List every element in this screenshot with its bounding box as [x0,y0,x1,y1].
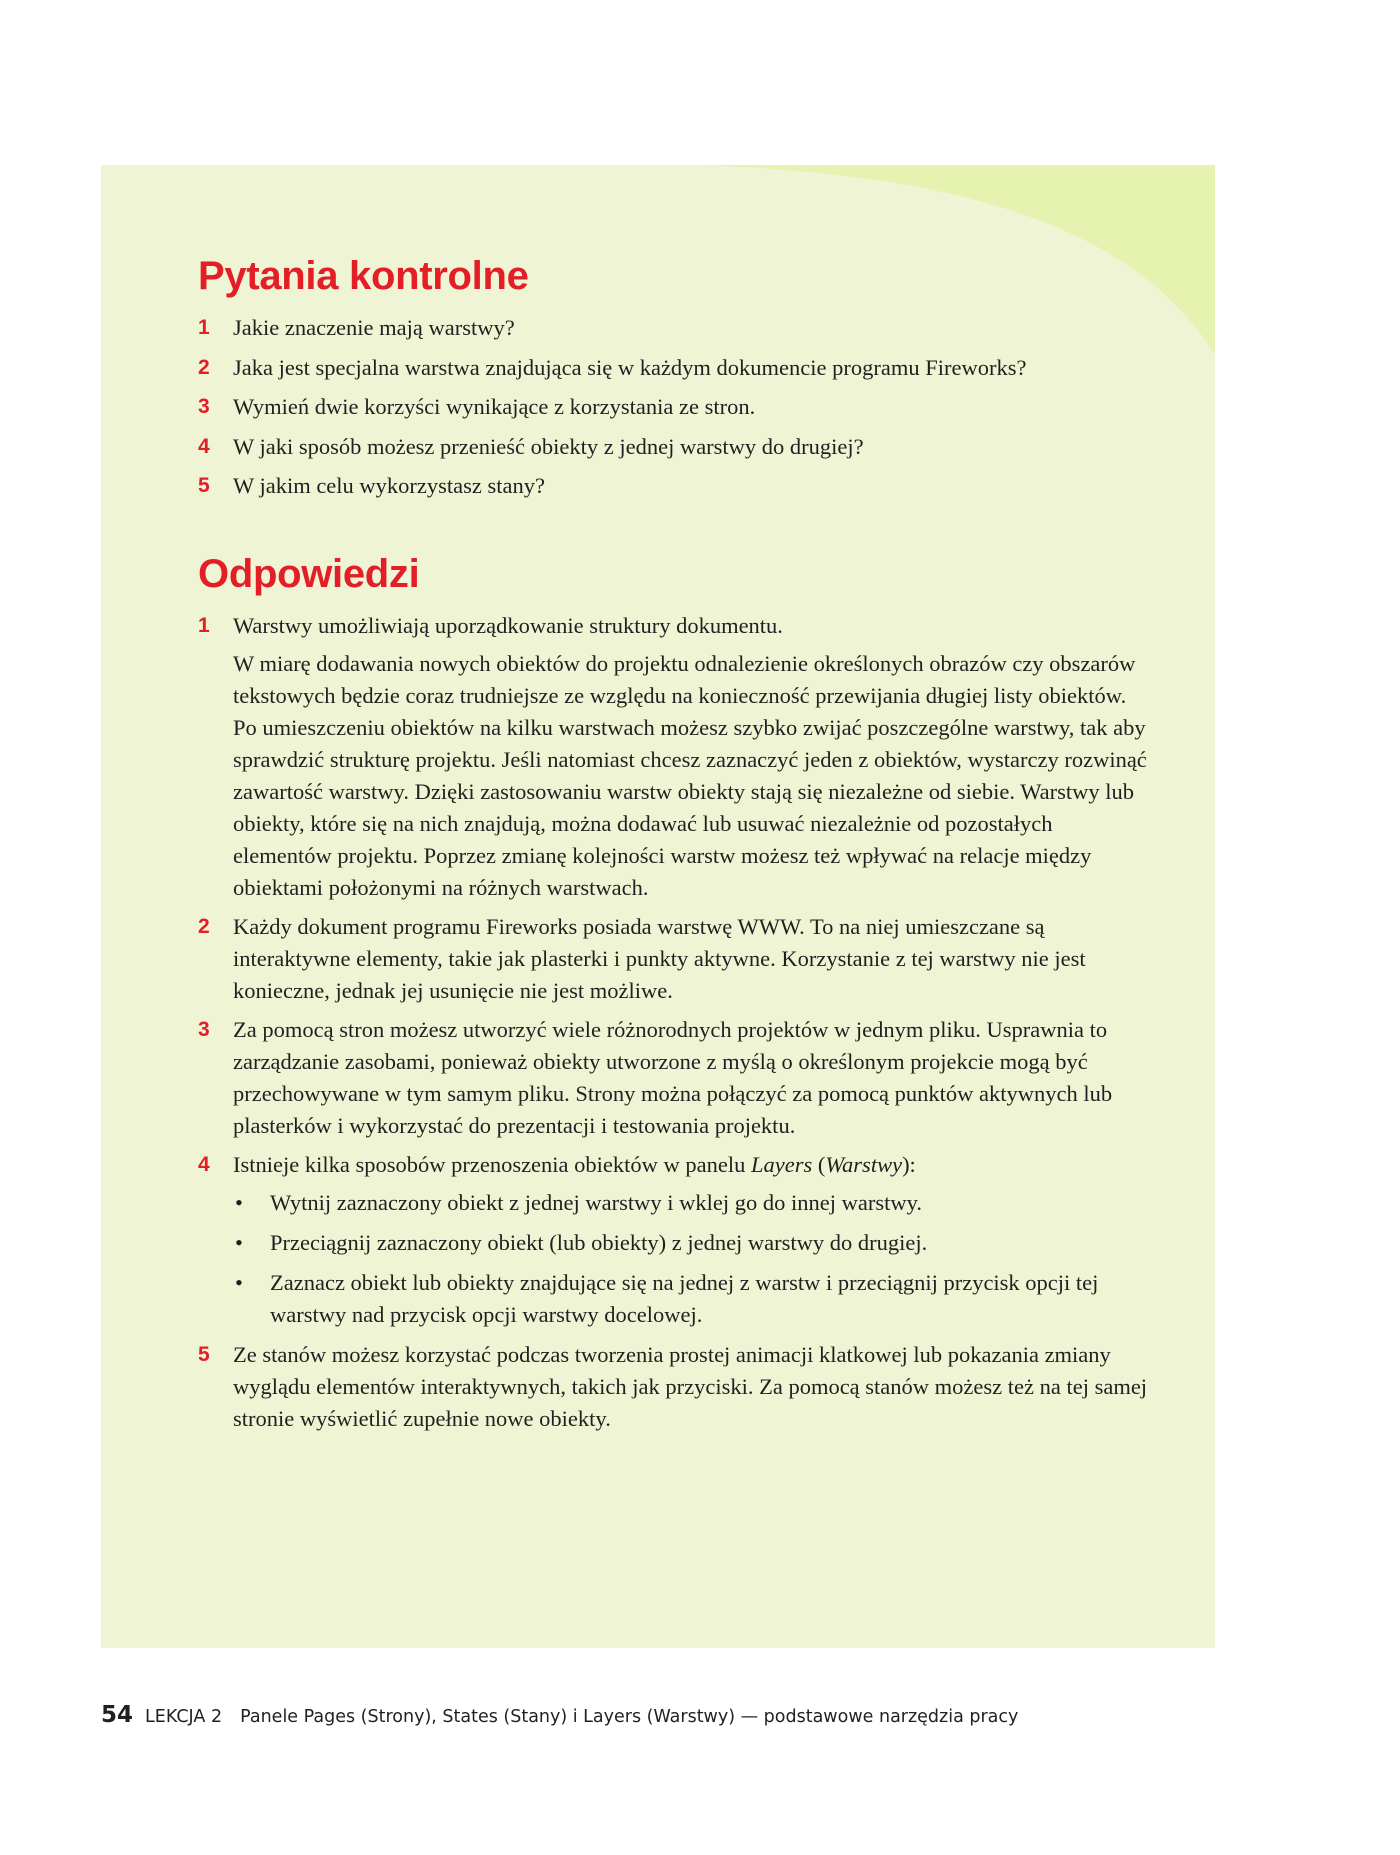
answer-item [198,911,1148,1007]
answer-number: 2 [198,915,210,938]
question-number: 2 [198,355,210,379]
panel-name-en: Layers [751,1152,813,1177]
answer-intro: Istnieje kilka sposobów przenoszenia obiektów w panelu Layers (Warstwy): [233,1152,916,1177]
lesson-label: LEKCJA 2 [145,1707,223,1727]
question-item [198,354,1148,382]
panel-name-pl: Warstwy [825,1152,903,1177]
bullet-symbol: • [235,1230,243,1255]
question-text: Jakie znaczenie mają warstwy? [233,315,515,340]
bullet-item: • Wytnij zaznaczony obiekt z jednej warstwy i wklej go do innej warstwy. [233,1187,1148,1219]
question-item [198,314,1148,342]
question-item [198,433,1148,461]
question-item [198,393,1148,421]
question-number: 1 [198,316,210,339]
answer-number: 3 [198,1018,210,1041]
question-text: Jaka jest specjalna warstwa znajdująca się w każdym dokumencie programu Fireworks? [233,354,1027,380]
answer-item [198,610,1148,904]
answer-text: Za pomocą stron możesz utworzyć wiele różnorodnych projektów w jednym pliku. Usprawnia to zarządzanie zasobami, ponieważ obiekty utworzone z myślą o określonym projekcie mogą być przechowywane w tym samym pliku. Strony można połączyć za pomocą punktów aktywnych lub plasterków i wykorzystać do prezentacji i testowania projektu. [233,1017,1113,1138]
bullet-list [233,1187,1148,1331]
answer-summary: Warstwy umożliwiają uporządkowanie struktury dokumentu. [233,613,783,638]
answer-item [198,1339,1148,1435]
answer-item [198,1014,1148,1142]
answer-number: 5 [198,1343,210,1366]
question-text: W jakim celu wykorzystasz stany? [233,473,545,498]
page-footer [101,1702,1018,1728]
questions-list [198,314,1148,500]
answer-text: Każdy dokument programu Fireworks posiada warstwę WWW. To na niej umieszczane są interaktywne elementy, takie jak plasterki i punkty aktywne. Korzystanie z tej warstwy nie jest konieczne, jednak jej usunięcie nie jest możliwe. [233,914,1086,1003]
questions-heading: Pytania kontrolne [198,254,529,298]
bullet-symbol: • [235,1190,243,1215]
bullet-item: • Zaznacz obiekt lub obiekty znajdujące się na jednej z warstw i przeciągnij przycisk opcji tej warstwy nad przycisk opcji warstwy docelowej. [233,1267,1148,1331]
question-text: W jaki sposób możesz przenieść obiekty z jednej warstwy do drugiej? [233,433,864,459]
panel-content [198,252,1148,1442]
questions-section [198,252,1148,500]
question-number: 3 [198,395,210,418]
chapter-title: Panele Pages (Strony), States (Stany) i Layers (Warstwy) — podstawowe narzędzia pracy [240,1707,1019,1727]
answer-number: 4 [198,1153,210,1176]
answer-text: Ze stanów możesz korzystać podczas tworzenia prostej animacji klatkowej lub pokazania zmiany wyglądu elementów interaktywnych, takich jak przyciski. Za pomocą stanów możesz też na tej samej stronie wyświetlić zupełnie nowe obiekty. [233,1342,1148,1431]
bullet-symbol: • [235,1270,243,1295]
answer-explanation: W miarę dodawania nowych obiektów do projektu odnalezienie określonych obrazów czy obszarów tekstowych będzie coraz trudniejsze ze względu na konieczność przewijania długiej listy obiektów. Po umieszczeniu obiektów na kilku warstwach możesz szybko zwijać poszczególne warstwy, tak aby sprawdzić strukturę projektu. Jeśli natomiast chcesz zaznaczyć jeden z obiektów, wystarczy rozwinąć zawartość warstwy. Dzięki zastosowaniu warstw obiekty stają się niezależne od siebie. Warstwy lub obiekty, które się na nich znajdują, można dodawać lub usuwać niezależnie od pozostałych elementów projektu. Poprzez zmianę kolejności warstw możesz też wpływać na relacje między obiektami położonymi na różnych warstwach. [233,651,1147,900]
answers-section [198,550,1148,1435]
review-panel [101,165,1215,1648]
question-text: Wymień dwie korzyści wynikające z korzystania ze stron. [233,394,756,419]
question-item [198,472,1148,500]
question-number: 4 [198,434,210,458]
page-number: 54 [101,1702,134,1728]
bullet-item: • Przeciągnij zaznaczony obiekt (lub obiekty) z jednej warstwy do drugiej. [233,1227,1148,1259]
answers-list [198,610,1148,1435]
answer-item [198,1149,1148,1331]
answer-number: 1 [198,614,210,637]
answers-heading: Odpowiedzi [198,552,420,596]
question-number: 5 [198,474,210,497]
